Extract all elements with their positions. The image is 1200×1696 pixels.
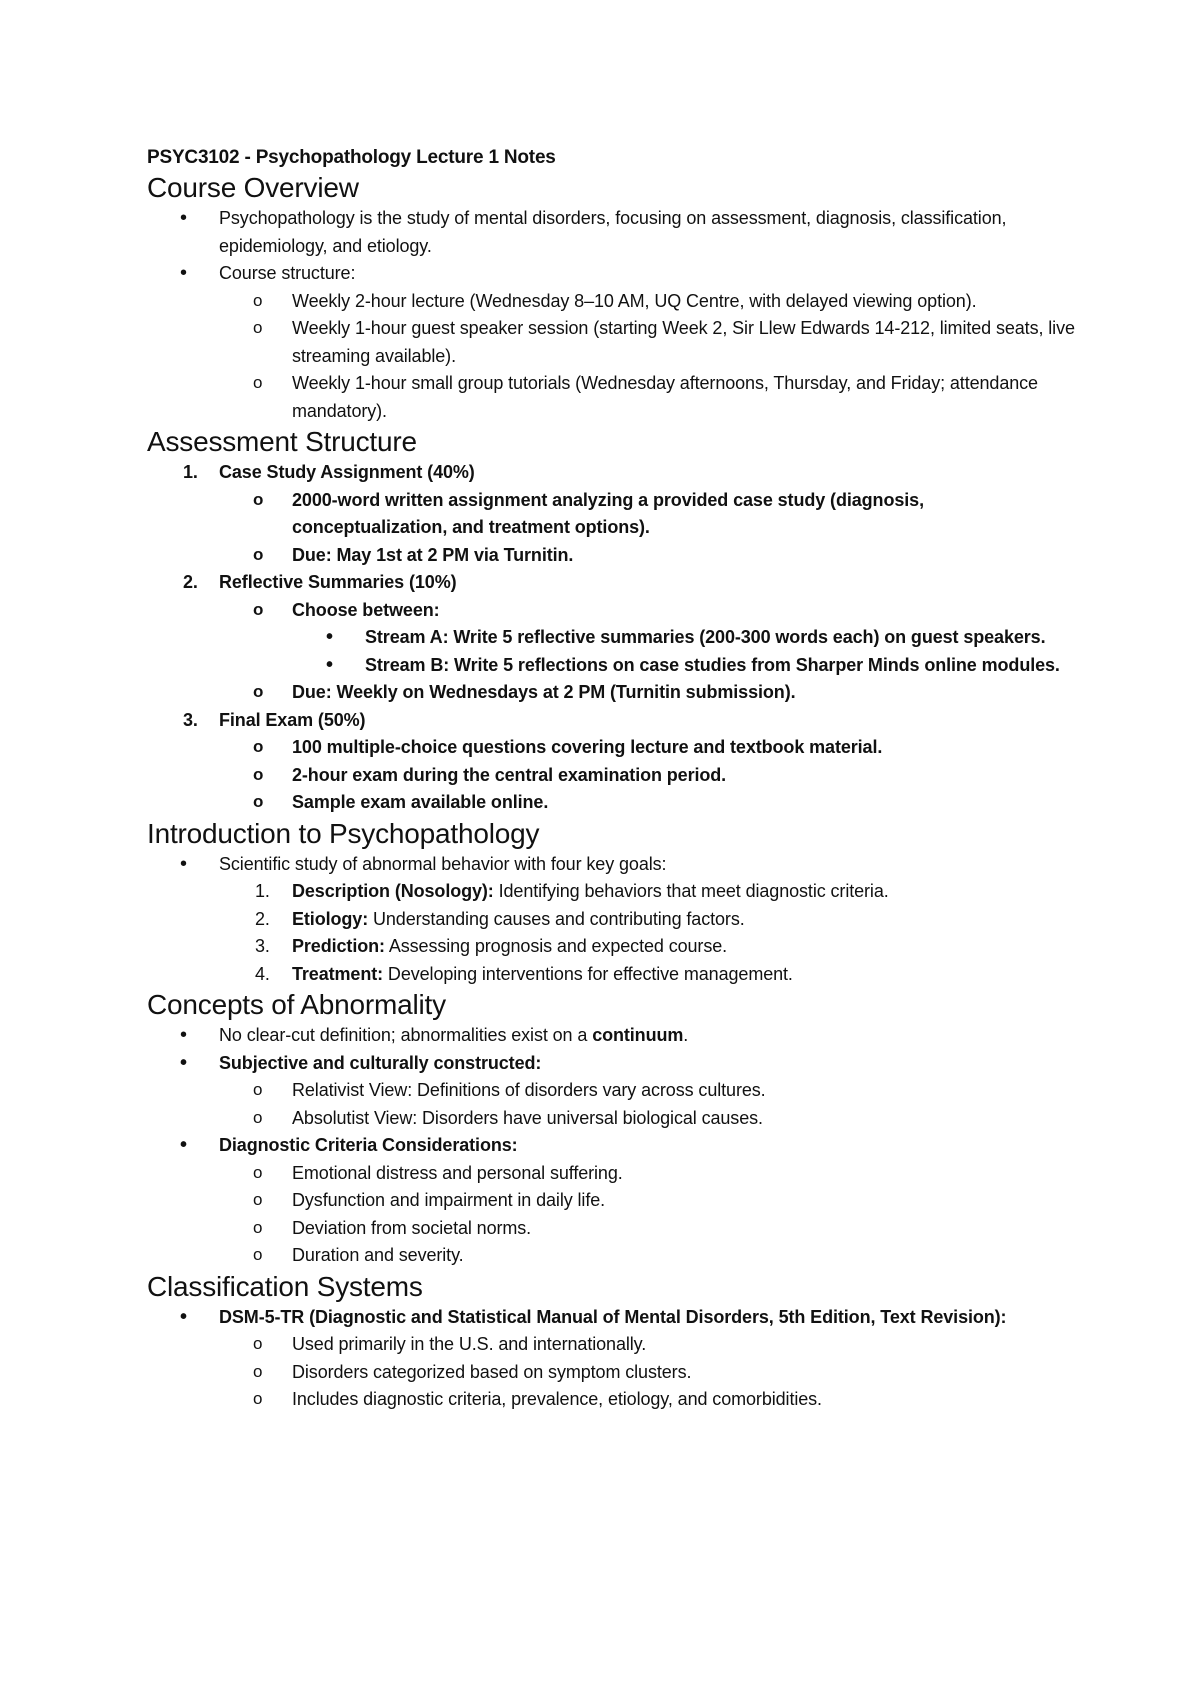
circle-marker: o [253,737,264,756]
circle-marker: o [253,682,264,701]
list-item: • Stream B: Write 5 reflections on case studies from Sharper Minds online modules. [147,652,1077,680]
list-item: o Includes diagnostic criteria, prevalence, etiology, and comorbidities. [147,1386,1077,1414]
circle-marker: o [253,1245,263,1264]
list-number: 1. [183,462,198,482]
bullet-marker: • [180,262,187,284]
list-item: o 100 multiple-choice questions covering lecture and textbook material. [147,734,1077,762]
list-item: o Relativist View: Definitions of disorders vary across cultures. [147,1077,1077,1105]
circle-marker: o [253,1080,263,1099]
list-item: o Disorders categorized based on symptom clusters. [147,1359,1077,1387]
list-item: 2. Reflective Summaries (10%) [147,569,1077,597]
bullet-marker: • [180,852,187,875]
list-item: o Deviation from societal norms. [147,1215,1077,1243]
list-item: • Scientific study of abnormal behavior with four key goals: [147,851,1077,879]
heading-assessment: Assessment Structure [147,426,417,457]
circle-marker: o [253,599,264,619]
list-item: 3. Prediction: Assessing prognosis and expected course. [147,933,1077,961]
list-item: • DSM-5-TR (Diagnostic and Statistical Manual of Mental Disorders, 5th Edition, Text Revision): [147,1304,1077,1332]
list-item: o Absolutist View: Disorders have universal biological causes. [147,1105,1077,1133]
section-assessment [147,425,1077,817]
list-item: o Used primarily in the U.S. and internationally. [147,1331,1077,1359]
list-number: 2. [183,572,198,592]
list-item: 1. Case Study Assignment (40%) [147,459,1077,487]
circle-marker: o [253,1107,263,1127]
list-item: • Psychopathology is the study of mental disorders, focusing on assessment, diagnosis, classification, epidemiology, and etiology. [180,207,1007,256]
circle-marker: o [253,290,263,310]
circle-marker: o [253,1334,263,1353]
circle-marker: o [253,489,264,509]
circle-marker: o [253,544,264,564]
section-course-overview [147,171,1077,425]
section-concepts-abnormality [147,988,1077,1270]
circle-marker: o [253,1162,263,1182]
circle-marker: o [253,1361,263,1381]
list-item: • No clear-cut definition; abnormalities exist on a continuum. [147,1022,1077,1050]
bullet-marker: • [326,653,333,676]
list-number: 4. [255,963,270,984]
bullet-marker: • [180,207,187,229]
list-item: o Duration and severity. [147,1242,1077,1270]
bullet-marker: • [180,1024,187,1046]
bullet-marker: • [180,1051,187,1074]
circle-marker: o [253,1389,263,1408]
heading-intro-psychopathology: Introduction to Psychopathology [147,817,540,849]
list-item: o Weekly 1-hour guest speaker session (starting Week 2, Sir Llew Edwards 14-212, limited seats, live streaming available). [147,315,1077,370]
heading-concepts-abnormality: Concepts of Abnormality [147,989,446,1020]
bullet-marker: • [326,626,333,648]
circle-marker: o [253,792,264,811]
list-number: 2. [255,908,270,929]
circle-marker: o [253,373,263,392]
section-intro-psychopathology [147,817,1077,989]
list-item: • Stream A: Write 5 reflective summaries (200-300 words each) on guest speakers. [147,624,1077,652]
document-title: PSYC3102 - Psychopathology Lecture 1 Notes [147,147,556,168]
list-item: 2. Etiology: Understanding causes and contributing factors. [147,906,1077,934]
list-number: 3. [183,709,198,730]
circle-marker: o [253,764,264,784]
circle-marker: o [253,1217,263,1237]
list-item: 4. Treatment: Developing interventions for effective management. [147,961,1077,989]
list-item: o 2000-word written assignment analyzing a provided case study (diagnosis, conceptualization, and treatment options). [147,487,1077,542]
heading-course-overview: Course Overview [147,172,359,203]
circle-marker: o [253,318,263,337]
list-item: • Subjective and culturally constructed: [147,1050,1077,1078]
list-item: o Weekly 2-hour lecture (Wednesday 8–10 AM, UQ Centre, with delayed viewing option). [147,288,1077,316]
list-item: • Diagnostic Criteria Considerations: [147,1132,1077,1160]
list-item: o Due: Weekly on Wednesdays at 2 PM (Turnitin submission). [147,679,1077,707]
circle-marker: o [253,1190,263,1209]
section-classification [147,1270,1077,1414]
list-item: o Weekly 1-hour small group tutorials (Wednesday afternoons, Thursday, and Friday; attendance mandatory). [147,370,1077,425]
bullet-marker: • [180,1134,187,1156]
heading-classification: Classification Systems [147,1270,423,1302]
list-number: 1. [255,881,270,901]
list-item: o Dysfunction and impairment in daily life. [147,1187,1077,1215]
list-item: • Course structure: [147,260,1077,288]
list-item: 3. Final Exam (50%) [147,707,1077,735]
list-item: 1. Description (Nosology): Identifying behaviors that meet diagnostic criteria. [147,878,1077,906]
list-number: 3. [255,936,270,956]
document-page [147,145,1077,1414]
list-item: o Sample exam available online. [147,789,1077,817]
bullet-marker: • [180,1305,187,1328]
list-item: o 2-hour exam during the central examination period. [147,762,1077,790]
list-item: o Emotional distress and personal suffering. [147,1160,1077,1188]
list-item: o Due: May 1st at 2 PM via Turnitin. [147,542,1077,570]
list-item: o Choose between: [147,597,1077,625]
